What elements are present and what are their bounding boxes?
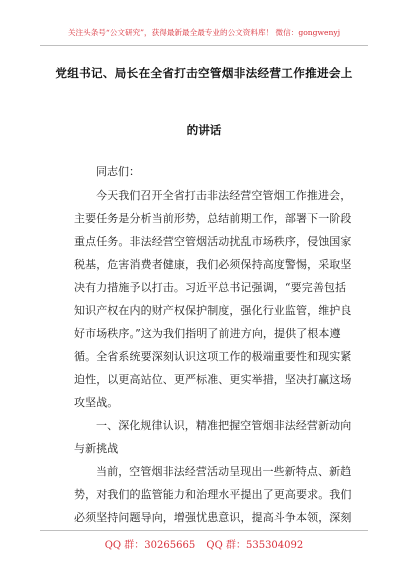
header-divider	[40, 45, 368, 46]
header-banner: 关注头条号“公文研究”，获得最新最全最专业的公文资料库！ 微信：gongwenyj	[67, 28, 341, 37]
body-line: 税基，危害消费者健康，我们必须保持高度警惕，采取坚	[74, 258, 352, 271]
body-line: 决有力措施予以打击。习近平总书记强调，“要完善包括	[74, 281, 347, 294]
document-body	[74, 184, 364, 529]
body-line: 主要任务是分析当前形势，总结前期工作，部署下一阶段	[74, 212, 352, 225]
body-line: 重点任务。非法经营空管烟活动扰乱市场秩序，侵蚀国家	[74, 235, 352, 248]
document-title-continuation: 的讲话	[186, 123, 222, 137]
footer-qq-group-2: QQ 群：535304092	[206, 540, 304, 551]
body-line: 必须坚持问题导向，增强忧患意识，提高斗争本领，深刻	[74, 511, 352, 524]
section-heading: 一、深化规律认识，精准把握空管烟非法经营新动向	[96, 419, 352, 432]
footer-qq-group-1: QQ 群：30265665	[104, 540, 196, 551]
body-line: 迫性，以更高站位、更严标准、更实举措，坚决打赢这场	[74, 373, 352, 386]
body-line: 循。全省系统要深刻认识这项工作的极端重要性和现实紧	[74, 350, 352, 363]
body-line: 今天我们召开全省打击非法经营空管烟工作推进会，	[96, 189, 352, 202]
body-line: 知识产权在内的财产权保护制度，强化行业监管，维护良	[74, 304, 352, 317]
section-heading-continuation: 与新挑战	[74, 442, 119, 455]
salutation: 同志们：	[96, 165, 140, 178]
body-line: 攻坚战。	[74, 396, 119, 409]
body-line: 好市场秩序。”这为我们指明了前进方向，提供了根本遵	[74, 327, 341, 340]
footer-divider	[40, 530, 368, 531]
body-line: 当前，空管烟非法经营活动呈现出一些新特点、新趋	[96, 465, 352, 478]
body-line: 势，对我们的监管能力和治理水平提出了更高要求。我们	[74, 488, 352, 501]
document-title: 党组书记、局长在全省打击空管烟非法经营工作推进会上	[55, 66, 353, 80]
footer	[0, 536, 408, 551]
